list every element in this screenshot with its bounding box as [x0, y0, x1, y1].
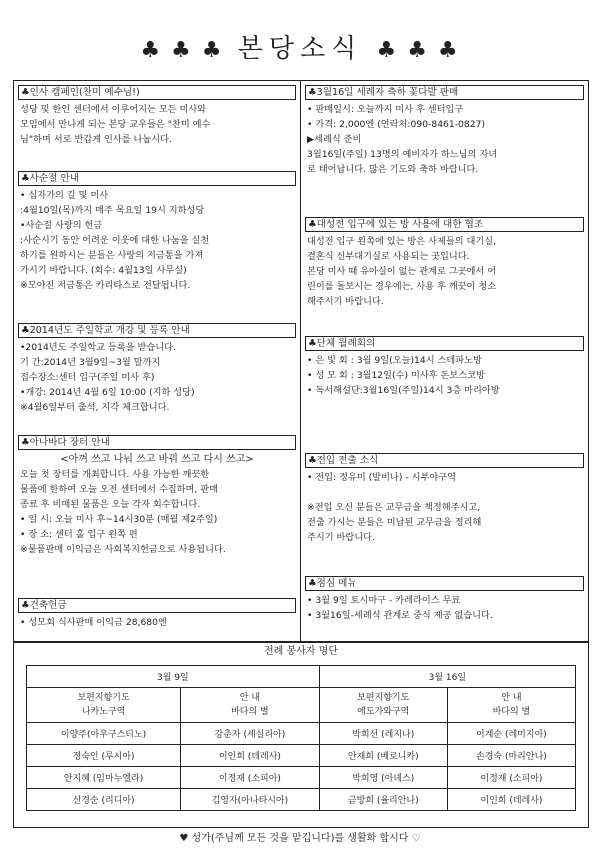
section-heading: ♣사순절 안내	[18, 171, 296, 186]
table-row	[27, 767, 576, 789]
volunteer-cell: 이정재 (소피아)	[181, 767, 320, 789]
section-line: 오늘 첫 장터를 개최합니다. 사용 가능한 깨끗한	[20, 469, 210, 480]
section-line: ※물품판매 이익금은 사회복지헌금으로 사용됩니다.	[20, 544, 226, 555]
table-header-row	[27, 688, 576, 723]
section-line: 린이를 돌보시는 경우에는, 사용 후 깨끗이 청소	[307, 281, 497, 292]
news-grid	[13, 80, 589, 642]
section-line: 접수장소:센터 입구(주일 미사 후)	[20, 372, 155, 383]
section-body	[18, 450, 296, 557]
table-row	[27, 745, 576, 767]
clubs-right-icon: ♣ ♣ ♣	[376, 38, 460, 63]
section-line: • 판매일시: 오늘까지 미사 후 센터입구	[307, 104, 464, 115]
column-header: 보편지향기도 나카노구역	[27, 688, 181, 723]
right-column	[301, 81, 588, 641]
volunteer-table-box	[13, 642, 589, 828]
section-line: 전출 가시는 분들은 미납된 교무금을 정리해	[307, 517, 482, 528]
volunteer-cell: 안지혜 (임마누엘라)	[27, 767, 181, 789]
section-line: •사순절 사랑의 헌금	[20, 220, 103, 231]
section-body	[18, 186, 296, 293]
section-line: 본당 미사 때 유아실이 없는 관계로 그곳에서 어	[307, 266, 497, 277]
section-line: ▶세례식 준비	[307, 134, 362, 145]
notice-section	[305, 85, 584, 177]
section-body	[18, 613, 296, 630]
volunteer-cell: 정숙인 (루시아)	[27, 745, 181, 767]
table-title: 전례 봉사자 명단	[264, 646, 338, 657]
section-line: ※4월6일부터 출석, 지각 체크합니다.	[20, 402, 170, 413]
section-line: 종료 후 비매된 물품은 오늘 각자 회수합니다.	[20, 499, 201, 510]
section-line: 해주시기 바랍니다.	[307, 296, 384, 307]
section-heading: ♣점심 메뉴	[305, 576, 584, 591]
section-line: •2014년도 주일학교 등록을 받습니다.	[20, 342, 176, 353]
section-line: • 가격: 2,000엔 (연락처:090-8461-0827)	[307, 119, 486, 130]
section-body	[18, 100, 296, 147]
title-text: 본당소식	[237, 34, 363, 64]
volunteer-cell: 박희선 (레지나)	[319, 723, 447, 745]
volunteer-cell: 이양주(아우구스티노)	[27, 723, 181, 745]
column-header: 안 내 바다의 별	[181, 688, 320, 723]
notice-section	[18, 598, 296, 630]
volunteer-cell: 이인희 (데레사)	[447, 789, 575, 811]
section-heading: ♣2014년도 주일학교 개강 및 등록 안내	[18, 323, 296, 338]
volunteer-cell: 이계순 (레미지아)	[447, 723, 575, 745]
page-title	[0, 28, 600, 65]
section-heading: ♣단체 월례회의	[305, 336, 584, 351]
volunteer-cell: 강춘자 (세실리아)	[181, 723, 320, 745]
footer-note: ♥ 성가(주님께 모든 것을 맡깁니다)를 생활화 합시다 ♡	[179, 833, 421, 844]
section-line: • 성 모 회 : 3월12일(수) 미사후 돈보스코방	[307, 370, 485, 381]
section-line: ※모아진 저금통은 카리타스로 전달됩니다.	[20, 280, 191, 291]
section-line: 물품에 한하여 오늘 오전 센터에서 수집하며, 판매	[20, 484, 218, 495]
notice-section	[18, 171, 296, 293]
section-line: • 3월 9일 토시마구 - 카레라이스 무료	[307, 595, 461, 606]
section-heading: ♣대성전 입구에 있는 방 사용에 대한 협조	[305, 217, 584, 232]
column-header: 안 내 바다의 별	[447, 688, 575, 723]
section-line: • 전입: 정유미 (발비나) - 시부야구역	[307, 472, 456, 483]
section-line: :사순시기 동안 어려운 이웃에 대한 나눔을 실천	[20, 235, 210, 246]
volunteer-cell: 금방희 (율리안나)	[319, 789, 447, 811]
section-line: ※전입 오신 분들은 교무금을 책정해주시고,	[307, 502, 481, 513]
date-cell: 3월 16일	[319, 666, 575, 688]
notice-section	[18, 323, 296, 415]
date-cell: 3월 9일	[27, 666, 320, 688]
notice-section	[305, 336, 584, 398]
volunteer-cell: 박희영 (아녜스)	[319, 767, 447, 789]
section-line: 결혼식 신부대기실로 사용되는 곳입니다.	[307, 251, 470, 262]
section-body	[305, 591, 584, 623]
section-heading: ♣아나바다 장터 안내	[18, 435, 296, 450]
section-heading: ♣3월16일 세례자 축하 꽃다발 판매	[305, 85, 584, 100]
section-line: • 독서해설단:3월16일(주일)14시 3층 마리아방	[307, 385, 500, 396]
notice-section	[305, 453, 584, 545]
section-body	[305, 468, 584, 545]
notice-section	[18, 85, 296, 147]
section-line: • 장 소: 센터 홀 입구 왼쪽 편	[20, 529, 138, 540]
left-column	[14, 81, 301, 641]
section-line: 님"하며 서로 반갑게 인사를 나눕시다.	[20, 134, 172, 145]
section-line: • 3월16일-세례식 관계로 중식 제공 없습니다.	[307, 610, 493, 621]
section-heading: ♣전입 전출 소식	[305, 453, 584, 468]
section-line: • 일 시: 오늘 미사 후~14시30분 (매월 제2주일)	[20, 514, 218, 525]
volunteer-cell: 이인희 (데레사)	[181, 745, 320, 767]
notice-section	[18, 435, 296, 557]
section-line: 성당 및 한인 센터에서 이루어지는 모든 미사와	[20, 104, 207, 115]
section-line: • 십자가의 길 및 미사	[20, 190, 109, 201]
section-line: 가시기 바랍니다. (회수: 4월13일 사무실)	[20, 265, 187, 276]
section-line: 대성전 입구 왼쪽에 있는 방은 사제들의 대기실,	[307, 236, 497, 247]
section-body	[18, 338, 296, 415]
section-line: 3월16일(주일) 13명의 예비자가 하느님의 자녀	[307, 149, 498, 160]
section-line: • 은 빛 회 : 3월 9일(오늘)14시 스테파노방	[307, 355, 482, 366]
section-line: 주시기 바랍니다.	[307, 532, 375, 543]
column-header: 보편지향기도 에도가와구역	[319, 688, 447, 723]
volunteer-cell: 안재희 (베로니카)	[319, 745, 447, 767]
section-heading: ♣인사 캠페인(찬미 예수님!)	[18, 85, 296, 100]
section-line: 하기를 원하시는 분들은 사랑의 저금통을 가져	[20, 250, 204, 261]
section-body	[305, 100, 584, 177]
section-line: 로 태어납니다. 많은 기도와 축하 바랍니다.	[307, 164, 479, 175]
volunteer-cell: 이정재 (소피아)	[447, 767, 575, 789]
clubs-left-icon: ♣ ♣ ♣	[140, 38, 224, 63]
table-row	[27, 789, 576, 811]
section-subtitle: <아껴 쓰고 나눠 쓰고 바꿔 쓰고 다시 쓰고>	[60, 454, 254, 465]
section-line: •개강: 2014년 4월 6일 10:00 (지하 성당)	[20, 387, 195, 398]
section-line: :4월10일(목)까지 매주 목요일 19시 지하성당	[20, 205, 205, 216]
volunteer-cell: 손경숙 (마리안나)	[447, 745, 575, 767]
section-body	[305, 232, 584, 309]
section-line: 모임에서 만나게 되는 본당 교우들은 "찬미 예수	[20, 119, 211, 130]
section-line: 기 간:2014년 3월9일~3월 말까지	[20, 357, 161, 368]
volunteer-table	[26, 665, 576, 811]
section-line	[307, 485, 582, 500]
section-heading: ♣건축헌금	[18, 598, 296, 613]
section-line: • 성모회 식사판매 이익금 28,680엔	[20, 617, 167, 628]
volunteer-cell: 김영자(아나타시아)	[181, 789, 320, 811]
volunteer-cell: 신경순 (리디아)	[27, 789, 181, 811]
table-date-row	[27, 666, 576, 688]
section-body	[305, 351, 584, 398]
table-row	[27, 723, 576, 745]
notice-section	[305, 576, 584, 623]
notice-section	[305, 217, 584, 309]
